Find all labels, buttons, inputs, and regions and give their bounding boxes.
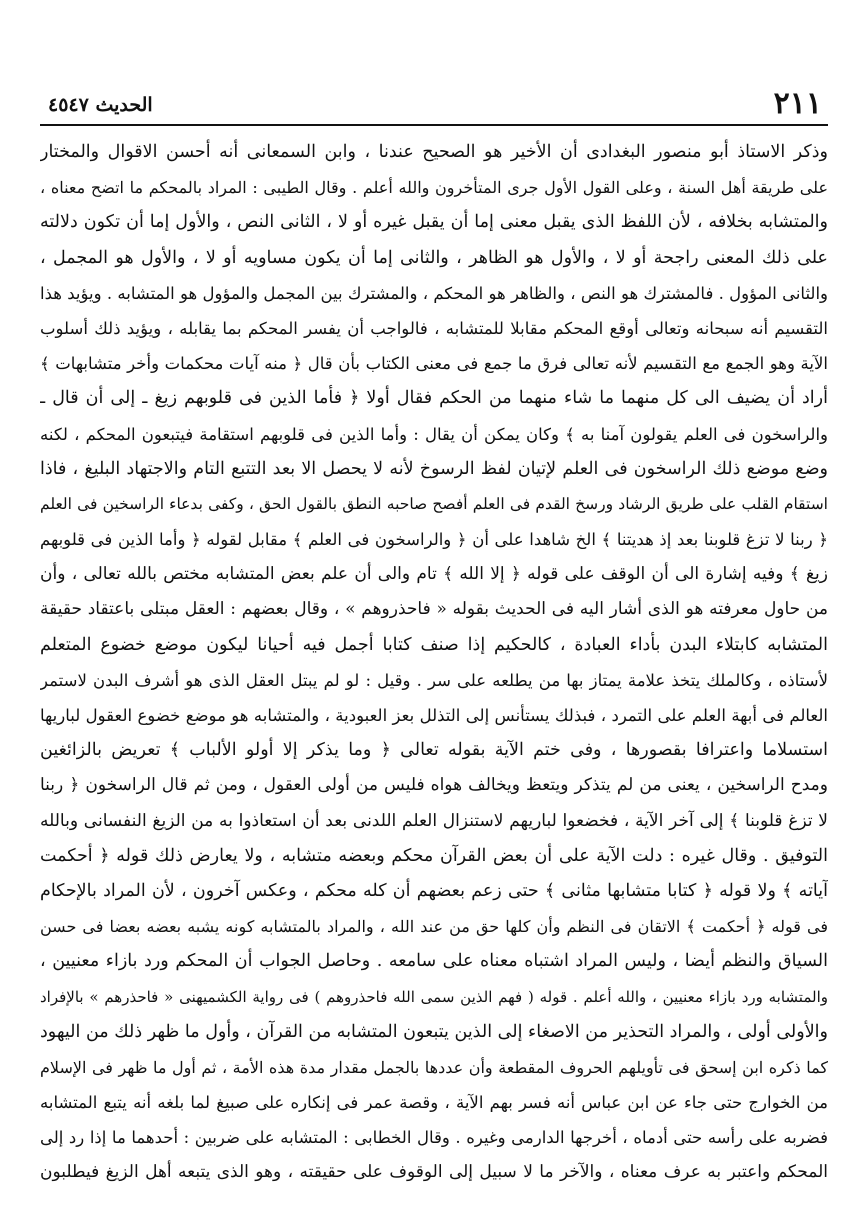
text-line: من حاول معرفته هو الذى أشار اليه فى الحديث بقوله « فاحذروهم » ، وقال بعضهم : العقل مبتلى باعتقاد حقيقة — [40, 599, 828, 620]
text-line: فى قوله ﴿ أحكمت ﴾ الاتقان فى النظم وأن كلها حق من عند الله ، والمراد بالمتشابه كونه يشبه بعضه بعضا فى حسن — [40, 917, 828, 937]
page-number: ٢١١ — [773, 86, 822, 121]
text-line: آياته ﴾ ولا قوله ﴿ كتابا متشابها مثانى ﴾ حتى زعم بعضهم أن كله محكم ، وعكس آخرون ، لأن المراد بالإحكام — [40, 880, 828, 901]
text-line: والمتشابه بخلافه ، لأن اللفظ الذى يقبل معنى إما أن يقبل غيره أو لا ، الثانى النص ، والأول إما أن تكون دلالته — [40, 212, 828, 233]
text-line: من الخوارج حتى جاء عن ابن عباس أنه فسر بهم الآية ، وقصة عمر فى إنكاره على صبيغ لما بلغه أنه يتبع المتشابه — [40, 1093, 828, 1113]
text-line: المحكم واعتبر به عرف معناه ، والآخر ما لا سبيل إلى الوقوف على حقيقته ، وهو الذى يتبعه أهل الزيغ فيطلبون — [40, 1162, 828, 1183]
text-line: كما ذكره ابن إسحق فى تأويلهم الحروف المقطعة وأن عددها بالجمل مقدار مدة هذه الأمة ، ثم أول ما ظهر فى الإسلام — [40, 1057, 828, 1077]
text-line: الآية وهو الجمع مع التقسيم لأنه تعالى فرق ما جمع فى معنى الكتاب بأن قال ﴿ منه آيات محكمات وأخر متشابهات ﴾ — [40, 354, 828, 374]
text-line: استقام القلب على طريق الرشاد ورسخ القدم فى العلم أفصح صاحبه النطق بالقول الحق ، وكفى بدعاء الراسخين فى العلم — [40, 494, 828, 513]
text-line: والثانى المؤول . فالمشترك هو النص ، والظاهر هو المحكم ، والمشترك بين المجمل والمؤول هو المتشابه . ويؤيد هذا — [40, 283, 828, 303]
text-line: التقسيم أنه سبحانه وتعالى أوقع المحكم مقابلا للمتشابه ، فالواجب أن يفسر المحكم بما يقابله ، ويؤيد ذلك أسلوب — [40, 318, 828, 338]
text-line: وضع موضع ذلك الراسخون فى العلم لإتيان لفظ الرسوخ لأنه لا يحصل الا بعد التتبع التام والاجتهاد البليغ ، فاذا — [40, 458, 828, 479]
text-line: والأولى أولى ، والمراد التحذير من الاصغاء إلى الذين يتبعون المتشابه من القرآن ، وأول ما ظهر ذلك من اليهود — [40, 1021, 828, 1042]
text-line: ﴿ ربنا لا تزغ قلوبنا بعد إذ هديتنا ﴾ الخ شاهدا على أن ﴿ والراسخون فى العلم ﴾ مقابل لقوله ﴿ وأما الذين فى قلوبهم — [40, 530, 828, 550]
text-line: فضربه على رأسه حتى أدماه ، أخرجها الدارمى وغيره . وقال الخطابى : المتشابه على ضربين : أحدهما ما إذا رد إلى — [40, 1128, 828, 1148]
text-line: والراسخون فى العلم يقولون آمنا به ﴾ وكان يمكن أن يقال : وأما الذين فى قلوبهم استقامة فيتبعون المحكم ، لكنه — [40, 424, 828, 444]
text-line: لا تزغ قلوبنا ﴾ إلى آخر الآية ، فخضعوا لباريهم لاستنزال العلم اللدنى بعد أن استعاذوا به من الزيغ النفسانى وبالله — [40, 810, 828, 831]
header-rule — [40, 124, 828, 126]
text-line: السياق والنظم أيضا ، وليس المراد اشتباه معناه على سامعه . وحاصل الجواب أن المحكم ورد بازاء معنيين ، — [40, 951, 828, 972]
text-line: والمتشابه ورد بازاء معنيين ، والله أعلم . قوله ( فهم الذين سمى الله فاحذروهم ) فى رواية الكشميهنى « فاحذرهم » بالإفراد — [40, 987, 828, 1006]
text-line: أراد أن يضيف الى كل منهما ما شاء منهما من الحكم فقال أولا ﴿ فأما الذين فى قلوبهم زيغ ـ إلى أن قال ـ — [40, 388, 828, 409]
text-line: العالم فى أبهة العلم على التمرد ، فبذلك يستأنس إلى التذلل بعز العبودية ، والمتشابه هو موضع خضوع العقول لباريها — [40, 706, 828, 725]
page-header — [40, 86, 828, 122]
text-line: زيغ ﴾ وفيه إشارة الى أن الوقف على قوله ﴿ إلا الله ﴾ تام والى أن علم بعض المتشابه مختص بالله تعالى ، وأن — [40, 564, 828, 585]
text-line: وذكر الاستاذ أبو منصور البغدادى أن الأخير هو الصحيح عندنا ، وابن السمعانى أنه أحسن الاقوال والمختار — [40, 142, 828, 162]
text-line: لأستاذه ، وكالملك يتخذ علامة يمتاز بها من يطلعه على سر . وقيل : لو لم يبتل العقل الذى هو أشرف البدن لاستمر — [40, 670, 828, 690]
text-line: استسلاما واعترافا بقصورها ، وفى ختم الآية بقوله تعالى ﴿ وما يذكر إلا أولو الألباب ﴾ تعريض بالزائغين — [40, 740, 828, 761]
text-line: ومدح الراسخين ، يعنى من لم يتذكر ويتعظ ويخالف هواه فليس من أولى العقول ، ومن ثم قال الراسخون ﴿ ربنا — [40, 775, 828, 796]
body-text — [40, 135, 828, 1191]
hadith-reference: الحديث ٤٥٤٧ — [48, 94, 153, 116]
text-line: التوفيق . وقال غيره : دلت الآية على أن بعض القرآن محكم وبعضه متشابه ، ولا يعارض ذلك قوله ﴿ أحكمت — [40, 845, 828, 866]
text-line: المتشابه كابتلاء البدن بأداء العبادة ، كالحكيم إذا صنف كتابا أجمل فيه أحيانا ليكون موضع خضوع المتعلم — [40, 634, 828, 655]
text-line: على ذلك المعنى راجحة أو لا ، والأول هو الظاهر ، والثانى إما أن يكون مساويه أو لا ، والأول هو المجمل ، — [40, 247, 828, 268]
text-line: على طريقة أهل السنة ، وعلى القول الأول جرى المتأخرون والله أعلم . وقال الطيبى : المراد بالمحكم ما اتضح معناه ، — [40, 178, 828, 198]
